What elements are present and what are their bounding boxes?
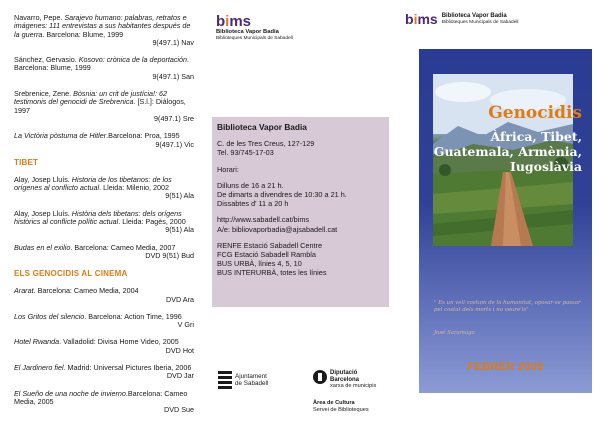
website-link[interactable]: http://www.sabadell.cat/bims: [217, 215, 310, 225]
entry-call-number: 9(497.1) San: [152, 71, 194, 81]
transport-fcg: FCG Estació Sabadell Rambla: [217, 250, 316, 260]
bibliography-entry: [14, 90, 194, 123]
bibliography-entry: [14, 364, 194, 381]
entry-citation: Sánchez, Gervasio. Kosovo: crònica de la deportación. Barcelona: Blume, 1999: [14, 55, 190, 73]
logo-library-name: Biblioteca Vapor Badia: [216, 29, 279, 35]
ajuntament-emblem-icon: [218, 370, 232, 390]
bibliography-entry: [14, 244, 194, 261]
transport-bus-urba: BUS URBÀ, línies 4, 5, 10: [217, 259, 302, 269]
cover-quote-author: José Saramago: [434, 330, 475, 336]
bibliography-entry: [14, 176, 194, 201]
diputacio-emblem-icon: [313, 370, 327, 384]
entry-call-number: 9(51) Ala: [165, 191, 194, 201]
transport-block: [217, 241, 384, 278]
entry-citation: El Jardinero fiel. Madrid: Universal Pictures Iberia, 2006: [14, 363, 192, 373]
transport-renfe: RENFE Estació Sabadell Centre: [217, 240, 323, 250]
entry-citation: Los Gritos del silencio. Barcelona: Action Time, 1996: [14, 311, 182, 321]
cover-date: FEBRER 2009: [467, 361, 544, 373]
ajuntament-line1: Ajuntament: [235, 372, 267, 380]
hours-saturday: Dissabtes d' 11 a 20 h: [217, 199, 289, 209]
diputacio-line1: Diputació: [330, 370, 358, 376]
entry-call-number: DVD Hot: [165, 345, 194, 355]
horari-label: Horari:: [217, 164, 239, 174]
diputacio-area: [313, 400, 369, 413]
opening-hours: [217, 181, 384, 209]
entry-citation: Alay, Josep Lluís. Història dels tibetans: dels orígens històrics al conflicte polític actual. Lleida: Pagès, 2000: [14, 208, 186, 227]
bibliography-column: [14, 14, 194, 424]
email-link[interactable]: A/e: bibliovaporbadia@ajsabadell.cat: [217, 224, 338, 234]
bims-wordmark: bims: [216, 13, 252, 30]
hours-monday: Dilluns de 16 a 21 h.: [217, 180, 284, 190]
area-cultura: Àrea de Cultura: [313, 400, 355, 406]
diputacio-line3: xarxa de municipis: [330, 383, 377, 390]
entry-citation: Ararat. Barcelona: Cameo Media, 2004: [14, 286, 139, 296]
diputacio-line2: Barcelona: [330, 376, 360, 383]
entry-call-number: 9(497.1) Nav: [152, 37, 194, 47]
logo-subtitle: Biblioteques Municipals de Sabadell: [216, 36, 293, 41]
entry-call-number: 9(51) Ala: [165, 225, 194, 235]
entry-call-number: 9(497.1) Sre: [154, 113, 194, 123]
address-block: [217, 139, 384, 157]
servei-biblioteques: Servei de Biblioteques: [313, 406, 369, 413]
section-title-tibet: TIBET: [14, 157, 39, 167]
diputacio-logo: [313, 370, 376, 390]
section-title-cinema: ELS GENOCIDIS AL CINEMA: [14, 269, 128, 279]
cinema-list: [14, 287, 194, 414]
cover-title-block: [434, 103, 582, 174]
library-info-box: [212, 117, 389, 307]
entry-citation: Budas en el exilio. Barcelona: Cameo Media, 2007: [14, 242, 176, 252]
entry-call-number: 9(497.1) Vic: [155, 139, 194, 149]
cover-logo-subtitle: Biblioteques Municipals de Sabadell: [441, 20, 519, 25]
cover-subtitle-line2: Guatemala, Armènia,: [433, 144, 582, 159]
entry-citation: Navarro, Pepe. Sarajevo humano: palabras, retratos e imágenes: 111 entrevistas a sus habitantes después de la guerra. Barcelona: Blume, 1999: [14, 13, 191, 39]
hours-weekdays: De dimarts a divendres de 10:30 a 21 h.: [217, 190, 347, 200]
bibliography-entry: [14, 210, 194, 235]
transport-bus-interurba: BUS INTERURBÀ, totes les línies: [217, 268, 327, 278]
cover-subtitle-line1: Àfrica, Tibet,: [490, 129, 582, 144]
bibliography-entry: [14, 56, 194, 81]
bibliography-entry: [14, 313, 194, 330]
bibliography-entry: [14, 390, 194, 415]
yugoslavia-list: [14, 14, 194, 149]
bibliography-entry: [14, 338, 194, 355]
entry-citation: La Victòria pòstuma de Hitler.Barcelona: Proa, 1995: [14, 131, 180, 141]
bims-logo: [216, 14, 316, 42]
cover-panel: [419, 49, 592, 393]
cover-bims-wordmark: bims: [405, 11, 438, 27]
cover-subtitle-line3: Iugoslàvia: [509, 159, 582, 174]
entry-call-number: DVD 9(51) Bud: [145, 250, 194, 260]
entry-citation: El Sueño de una noche de invierno.Barcelona: Cameo Media, 2005: [14, 388, 188, 406]
entry-citation: Hotel Rwanda. Valladolid: Divisa Home Video, 2005: [14, 337, 179, 347]
cover-quote: " Es un vell costum de la humanitat, oposar-se passar pel costat dels morts i no veure'ls": [434, 300, 581, 313]
cover-logo-name: Biblioteca Vapor Badia: [441, 13, 507, 19]
cover-title: Genocidis: [488, 103, 582, 123]
entry-call-number: V Gri: [177, 320, 194, 330]
bibliography-entry: [14, 287, 194, 304]
bibliography-entry: [14, 132, 194, 149]
entry-call-number: DVD Jar: [166, 371, 194, 381]
cover-bims-logo: [405, 12, 519, 27]
address-line: C. de les Tres Creus, 127-129: [217, 139, 315, 149]
phone-line: Tel. 93/745-17-03: [217, 148, 274, 158]
tibet-list: [14, 176, 194, 260]
entry-call-number: DVD Ara: [166, 294, 194, 304]
entry-citation: Srebrenice, Zene. Bòsnia: un crit de justícia!: 62 testimonis del genocidi de Srebrenica. [S.l.]: Diàlogos, 1997: [14, 89, 186, 115]
ajuntament-logo: [218, 370, 268, 390]
info-title: Biblioteca Vapor Badia: [217, 122, 307, 132]
bibliography-entry: [14, 14, 194, 47]
ajuntament-line2: de Sabadell: [235, 380, 269, 387]
entry-call-number: DVD Sue: [164, 405, 194, 415]
contact-block: [217, 215, 384, 233]
entry-citation: Alay, Josep Lluís. Historia de los tibetanos: de los orígenes al conflicto actual. Lleida: Milenio, 2002: [14, 174, 172, 193]
